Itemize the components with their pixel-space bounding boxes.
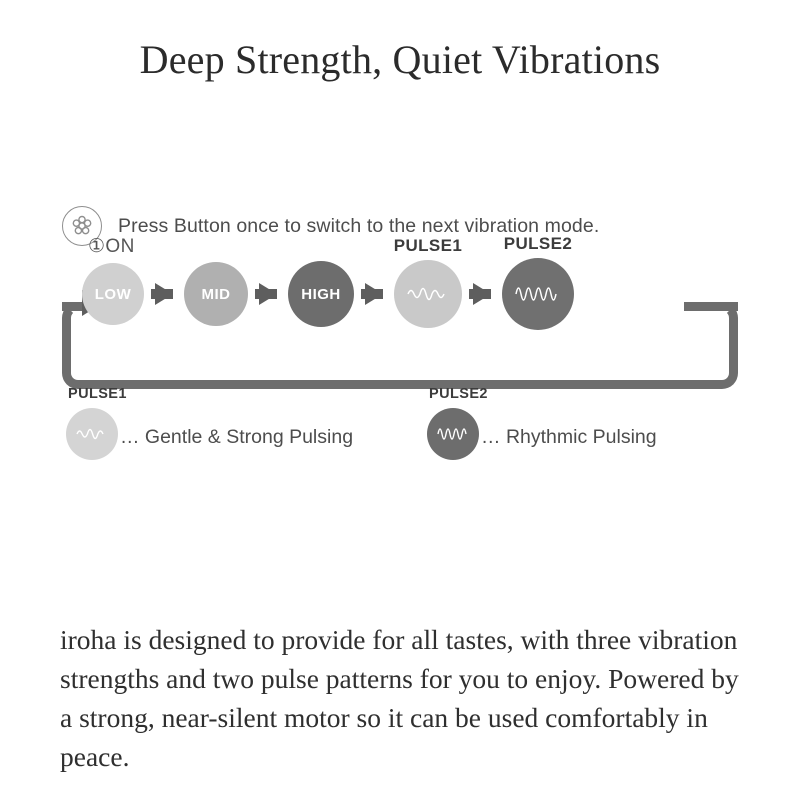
rhythmic-wave-icon — [513, 279, 563, 309]
legend-item-pulse2 — [427, 386, 657, 460]
gentle-strong-wave-icon — [405, 281, 451, 307]
mode-circle-pulse1 — [394, 260, 462, 328]
mode-node-low — [82, 235, 144, 325]
arrow-icon — [155, 283, 173, 305]
page-title: Deep Strength, Quiet Vibrations — [139, 37, 661, 82]
mode-chain — [82, 234, 574, 330]
mode-node-pulse2 — [502, 234, 574, 330]
legend-text-pulse1: … Gentle & Strong Pulsing — [120, 426, 354, 448]
mode-circle-high: HIGH — [288, 261, 354, 327]
press-button-text: Press Button once to switch to the next vibration mode. — [118, 214, 600, 237]
legend-label-pulse1: PULSE1 — [68, 386, 127, 402]
arrow-icon — [365, 283, 383, 305]
loop-track-top-right — [684, 302, 738, 311]
legend-label-pulse2: PULSE2 — [429, 386, 488, 402]
mode-node-high — [288, 261, 354, 327]
legend-text-pulse2: … Rhythmic Pulsing — [481, 426, 657, 448]
mode-label-pulse1: PULSE1 — [393, 236, 463, 255]
body-copy: iroha is designed to provide for all tastes, with three vibration strengths and two pulse patterns for you to enjoy. Powered by a strong, near-silent motor so it can be used comfortably in peace. — [60, 624, 739, 773]
arrow-icon — [259, 283, 277, 305]
vibration-mode-diagram — [0, 190, 800, 510]
mode-label-pulse2: PULSE2 — [503, 234, 573, 253]
legend-circle-pulse2 — [427, 408, 479, 460]
pulse-legend — [66, 386, 766, 460]
mode-circle-pulse2 — [502, 258, 574, 330]
mode-circle-mid: MID — [184, 262, 248, 326]
legend-circle-pulse1 — [66, 408, 118, 460]
mode-circle-low: LOW — [82, 263, 144, 325]
mode-node-pulse1 — [393, 236, 463, 328]
gentle-strong-wave-icon — [74, 423, 110, 445]
legend-item-pulse1 — [66, 386, 354, 460]
arrow-icon — [473, 283, 491, 305]
mode-label-on: ①ON — [88, 235, 135, 257]
rhythmic-wave-icon — [435, 422, 471, 446]
mode-node-mid — [184, 262, 248, 326]
